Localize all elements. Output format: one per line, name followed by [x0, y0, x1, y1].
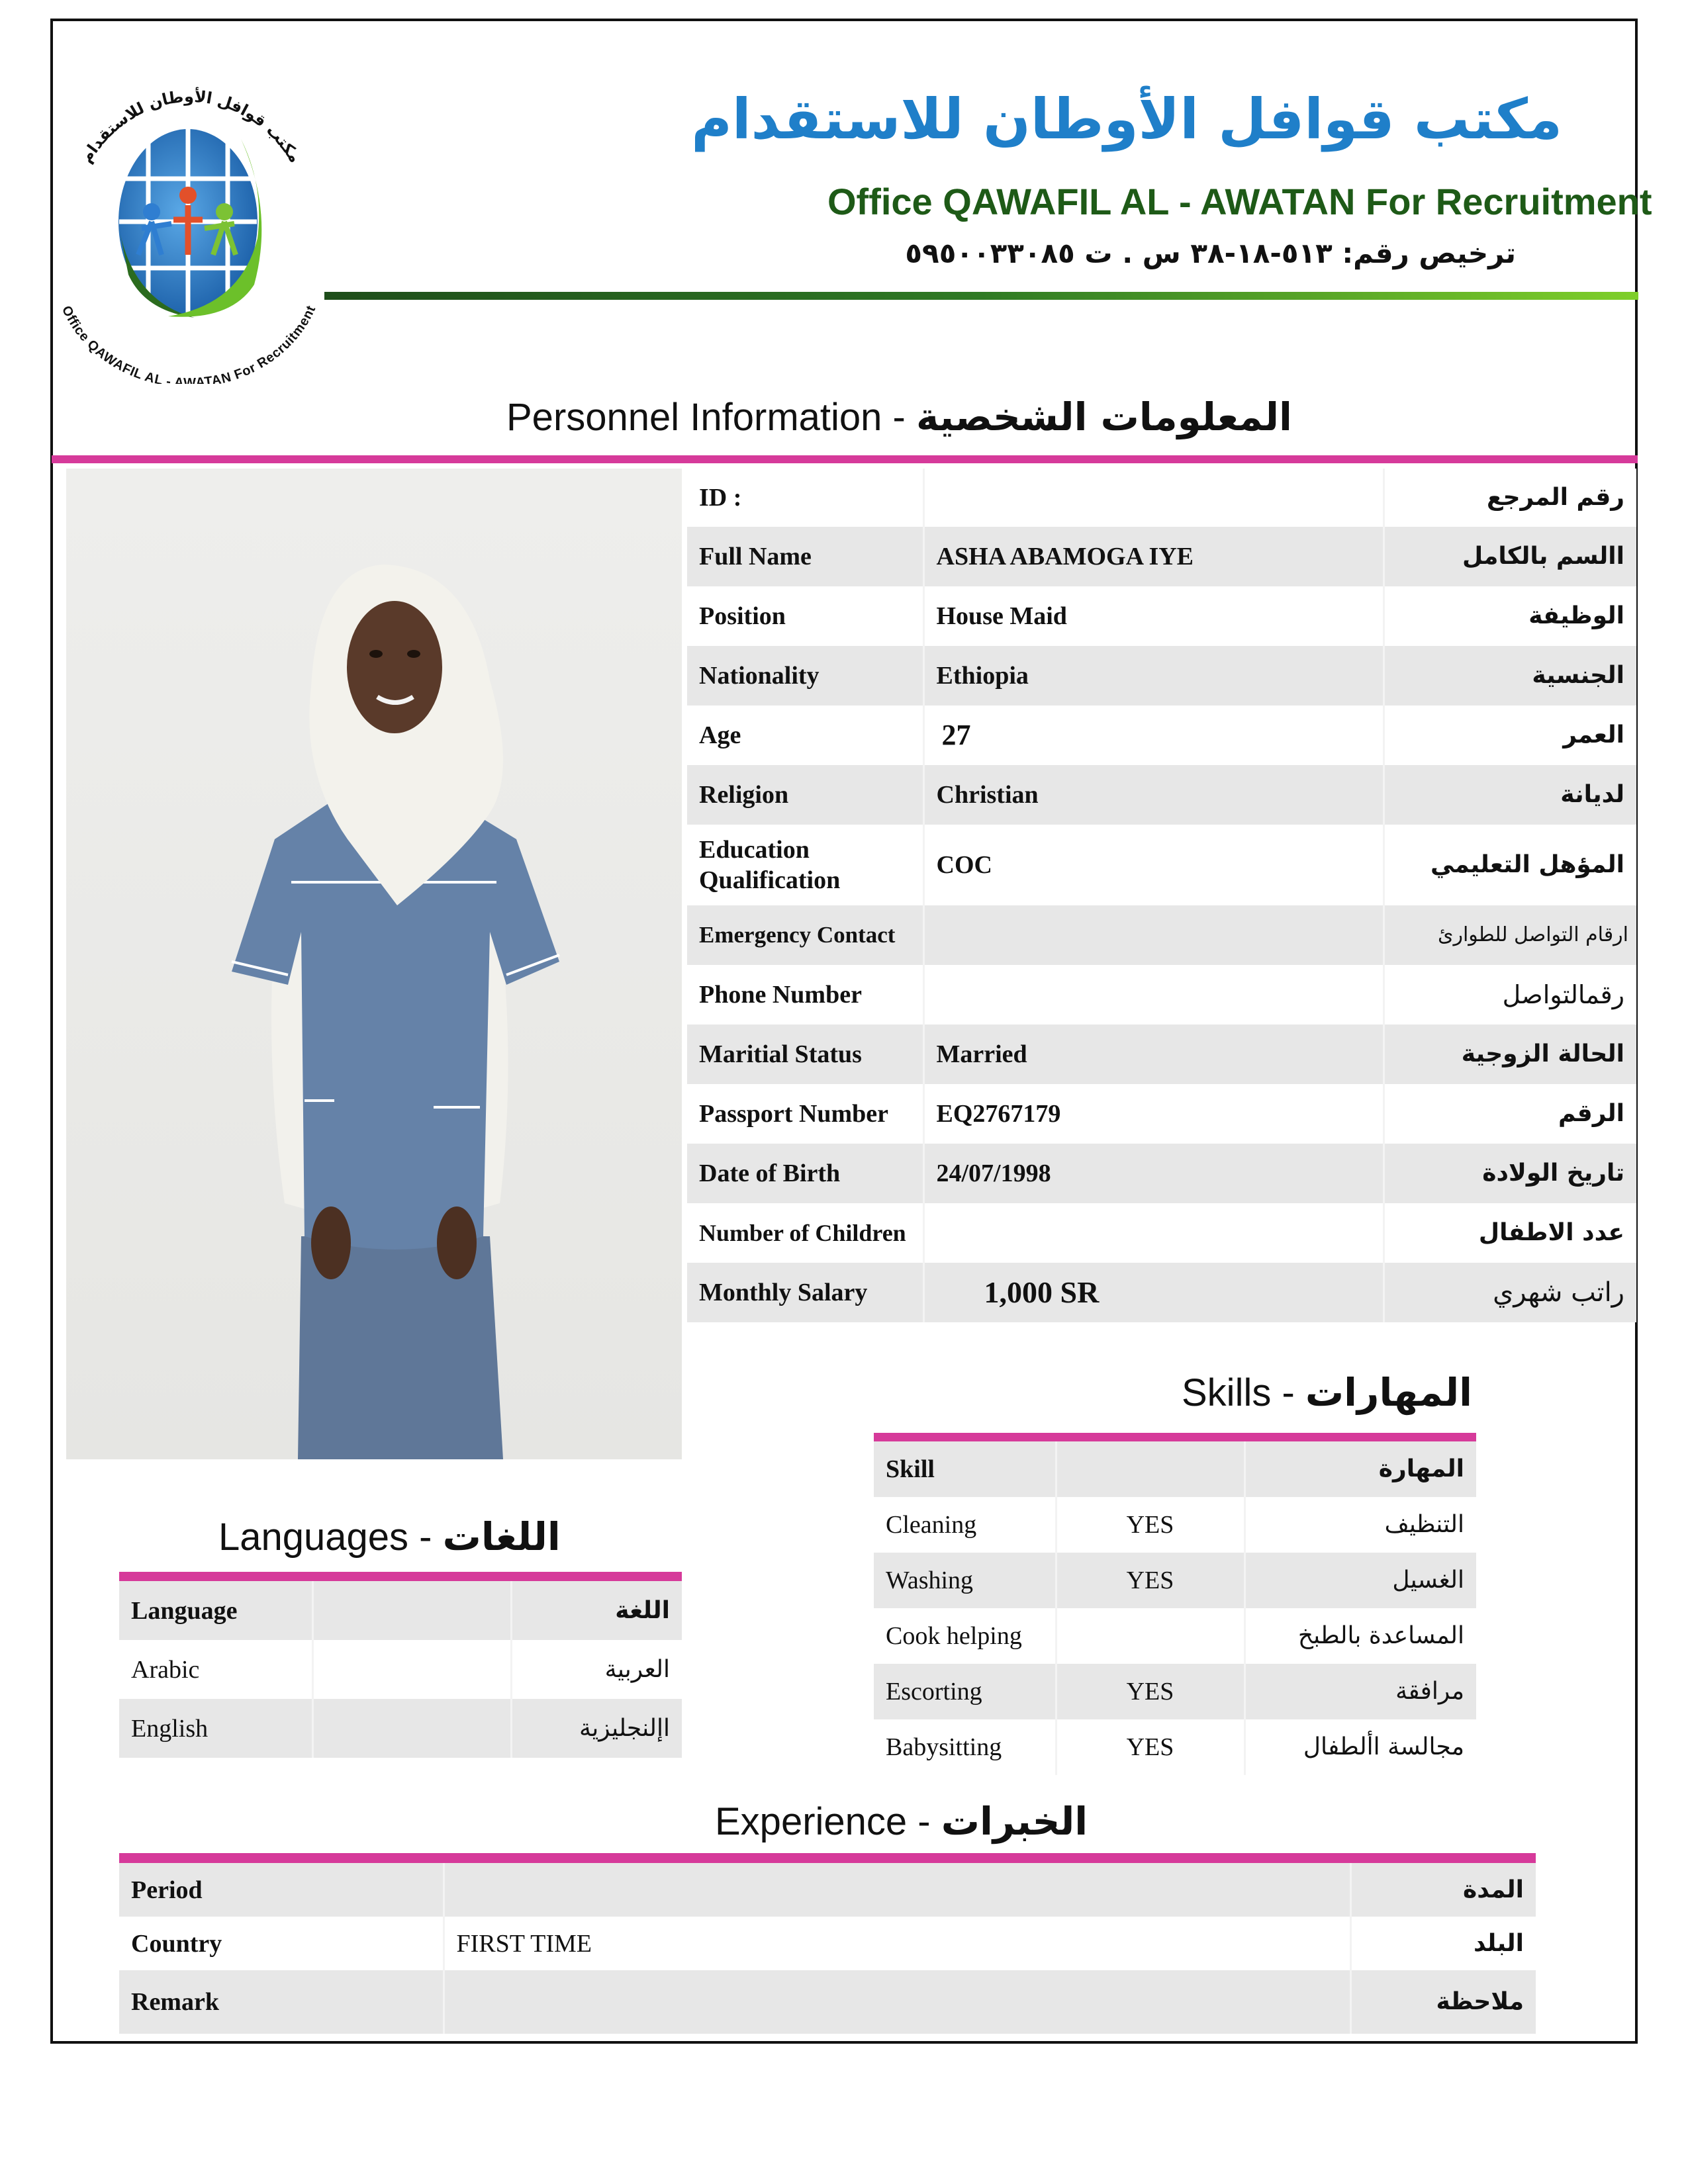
skill-label-ar: التنظيف — [1244, 1497, 1476, 1553]
info-row-id — [687, 469, 1636, 527]
languages-header-row — [119, 1581, 682, 1640]
skill-label-ar: الغسيل — [1244, 1553, 1476, 1608]
experience-row-country — [119, 1917, 1536, 1970]
info-row-marital-status — [687, 1024, 1636, 1084]
language-label-ar: اإلنجليزية — [511, 1699, 682, 1758]
info-row-nationality — [687, 646, 1636, 705]
info-row-phone — [687, 965, 1636, 1024]
info-value: ASHA ABAMOGA IYE — [923, 527, 1383, 586]
personnel-section-title — [506, 393, 1292, 441]
salary-amount: 1,000 — [984, 1275, 1053, 1309]
skills-header-row — [874, 1441, 1476, 1497]
info-label: Age — [687, 705, 923, 765]
languages-table — [119, 1581, 682, 1758]
info-label: Monthly Salary — [687, 1263, 923, 1322]
skill-row — [874, 1553, 1476, 1608]
info-label-ar: االسم بالكامل — [1383, 527, 1636, 586]
info-row-passport — [687, 1084, 1636, 1144]
logo-ring-arabic: مكتب قوافل الأوطان للاستقدام — [77, 87, 305, 166]
experience-row-period — [119, 1863, 1536, 1917]
experience-label-ar: ملاحظة — [1350, 1970, 1536, 2034]
info-label-ar: رقمالتواصل — [1383, 965, 1636, 1024]
languages-title-en: Languages - — [218, 1516, 443, 1559]
skill-label-ar: مجالسة األطفال — [1244, 1719, 1476, 1775]
person-photo-icon — [66, 469, 682, 1459]
experience-table — [119, 1863, 1536, 2034]
skills-header-label: Skill — [874, 1441, 1056, 1497]
skills-header-value — [1056, 1441, 1244, 1497]
info-row-position — [687, 586, 1636, 646]
language-label-ar: العربية — [511, 1640, 682, 1699]
info-label-ar: المؤهل التعليمي — [1383, 825, 1636, 905]
skill-label: Cleaning — [874, 1497, 1056, 1553]
info-label: Religion — [687, 765, 923, 825]
info-label: Passport Number — [687, 1084, 923, 1144]
info-label: Position — [687, 586, 923, 646]
info-value: EQ2767179 — [923, 1084, 1383, 1144]
skill-label: Cook helping — [874, 1608, 1056, 1664]
info-row-education — [687, 825, 1636, 905]
info-label-ar: ارقام التواصل للطوارئ — [1383, 905, 1636, 965]
language-row — [119, 1640, 682, 1699]
skills-section-title — [1182, 1369, 1472, 1417]
experience-label-ar: البلد — [1350, 1917, 1536, 1970]
info-row-emergency-contact — [687, 905, 1636, 965]
info-label: Nationality — [687, 646, 923, 705]
brand-name-arabic: مكتب قوافل الأوطان للاستقدام — [691, 87, 1562, 152]
skills-title-en: Skills - — [1182, 1371, 1305, 1414]
experience-value: FIRST TIME — [444, 1917, 1350, 1970]
language-value — [312, 1640, 511, 1699]
info-value: 24/07/1998 — [923, 1144, 1383, 1203]
languages-header-label-ar: اللغة — [511, 1581, 682, 1640]
info-label-ar: الحالة الزوجية — [1383, 1024, 1636, 1084]
info-row-religion — [687, 765, 1636, 825]
skill-row — [874, 1497, 1476, 1553]
skill-label-ar: مرافقة — [1244, 1664, 1476, 1719]
experience-label: Period — [119, 1863, 444, 1917]
language-row — [119, 1699, 682, 1758]
info-label: Date of Birth — [687, 1144, 923, 1203]
brand-name-english: Office QAWAFIL AL - AWATAN For Recruitment — [827, 181, 1652, 222]
globe-logo-icon — [56, 46, 320, 384]
info-value — [923, 469, 1383, 527]
candidate-photo — [66, 469, 682, 1459]
experience-title-en: Experience - — [715, 1800, 941, 1843]
languages-header-label: Language — [119, 1581, 312, 1640]
info-label: Emergency Contact — [687, 905, 923, 965]
info-value — [923, 1203, 1383, 1263]
info-label-ar: عدد الاطفال — [1383, 1203, 1636, 1263]
skills-accent-bar — [874, 1433, 1476, 1441]
experience-label-ar: المدة — [1350, 1863, 1536, 1917]
experience-accent-bar — [119, 1853, 1536, 1863]
info-value: COC — [923, 825, 1383, 905]
info-value: Christian — [923, 765, 1383, 825]
info-row-children — [687, 1203, 1636, 1263]
experience-value — [444, 1970, 1350, 2034]
languages-header-value — [312, 1581, 511, 1640]
header-divider — [324, 292, 1638, 300]
experience-section-title — [715, 1797, 1088, 1846]
info-label-ar: العمر — [1383, 705, 1636, 765]
languages-accent-bar — [119, 1572, 682, 1581]
experience-title-ar: الخبرات — [941, 1799, 1088, 1844]
skill-value: YES — [1056, 1719, 1244, 1775]
info-label-ar: الرقم — [1383, 1084, 1636, 1144]
skills-table — [874, 1441, 1476, 1775]
info-label-ar: الجنسية — [1383, 646, 1636, 705]
info-label: ID : — [687, 469, 923, 527]
skill-value: YES — [1056, 1664, 1244, 1719]
info-value: Married — [923, 1024, 1383, 1084]
info-label: Full Name — [687, 527, 923, 586]
experience-label: Remark — [119, 1970, 444, 2034]
logo-ring-english: Office QAWAFIL AL - AWATAN For Recruitment — [59, 303, 318, 384]
info-label-ar: لديانة — [1383, 765, 1636, 825]
language-label: English — [119, 1699, 312, 1758]
info-label: Phone Number — [687, 965, 923, 1024]
info-value — [923, 965, 1383, 1024]
experience-value — [444, 1863, 1350, 1917]
license-number: ترخيص رقم: ٥١٣-١٨-٣٨ س . ت ٥٩٥٠٠٣٣٠٨٥ — [905, 237, 1516, 269]
info-value: House Maid — [923, 586, 1383, 646]
skill-row — [874, 1719, 1476, 1775]
info-value — [923, 905, 1383, 965]
personnel-info-table — [687, 469, 1636, 1322]
info-row-age — [687, 705, 1636, 765]
experience-row-remark — [119, 1970, 1536, 2034]
language-label: Arabic — [119, 1640, 312, 1699]
company-logo — [56, 46, 320, 384]
skill-value — [1056, 1608, 1244, 1664]
skill-row — [874, 1664, 1476, 1719]
personnel-accent-bar — [52, 455, 1638, 463]
info-value — [923, 1263, 1383, 1322]
info-row-date-of-birth — [687, 1144, 1636, 1203]
skill-label: Babysitting — [874, 1719, 1056, 1775]
language-value — [312, 1699, 511, 1758]
skill-label: Escorting — [874, 1664, 1056, 1719]
info-label-ar: رقم المرجع — [1383, 469, 1636, 527]
skill-label: Washing — [874, 1553, 1056, 1608]
info-label: Education Qualification — [687, 825, 923, 905]
info-label: Maritial Status — [687, 1024, 923, 1084]
skills-header-label-ar: المهارة — [1244, 1441, 1476, 1497]
skill-value: YES — [1056, 1497, 1244, 1553]
salary-currency: SR — [1060, 1275, 1100, 1309]
languages-section-title — [218, 1513, 561, 1561]
skill-value: YES — [1056, 1553, 1244, 1608]
info-label: Number of Children — [687, 1203, 923, 1263]
info-value: Ethiopia — [923, 646, 1383, 705]
info-label-ar: الوظيفة — [1383, 586, 1636, 646]
personnel-title-ar: المعلومات الشخصية — [915, 394, 1292, 439]
experience-label: Country — [119, 1917, 444, 1970]
skill-label-ar: المساعدة بالطبخ — [1244, 1608, 1476, 1664]
info-label-ar: تاريخ الولادة — [1383, 1144, 1636, 1203]
info-label-ar: راتب شهري — [1383, 1263, 1636, 1322]
languages-title-ar: اللغات — [442, 1514, 561, 1559]
info-row-monthly-salary — [687, 1263, 1636, 1322]
skill-row — [874, 1608, 1476, 1664]
personnel-title-en: Personnel Information - — [506, 396, 916, 439]
info-row-full-name — [687, 527, 1636, 586]
info-value: 27 — [923, 705, 1383, 765]
skills-title-ar: المهارات — [1305, 1370, 1473, 1415]
